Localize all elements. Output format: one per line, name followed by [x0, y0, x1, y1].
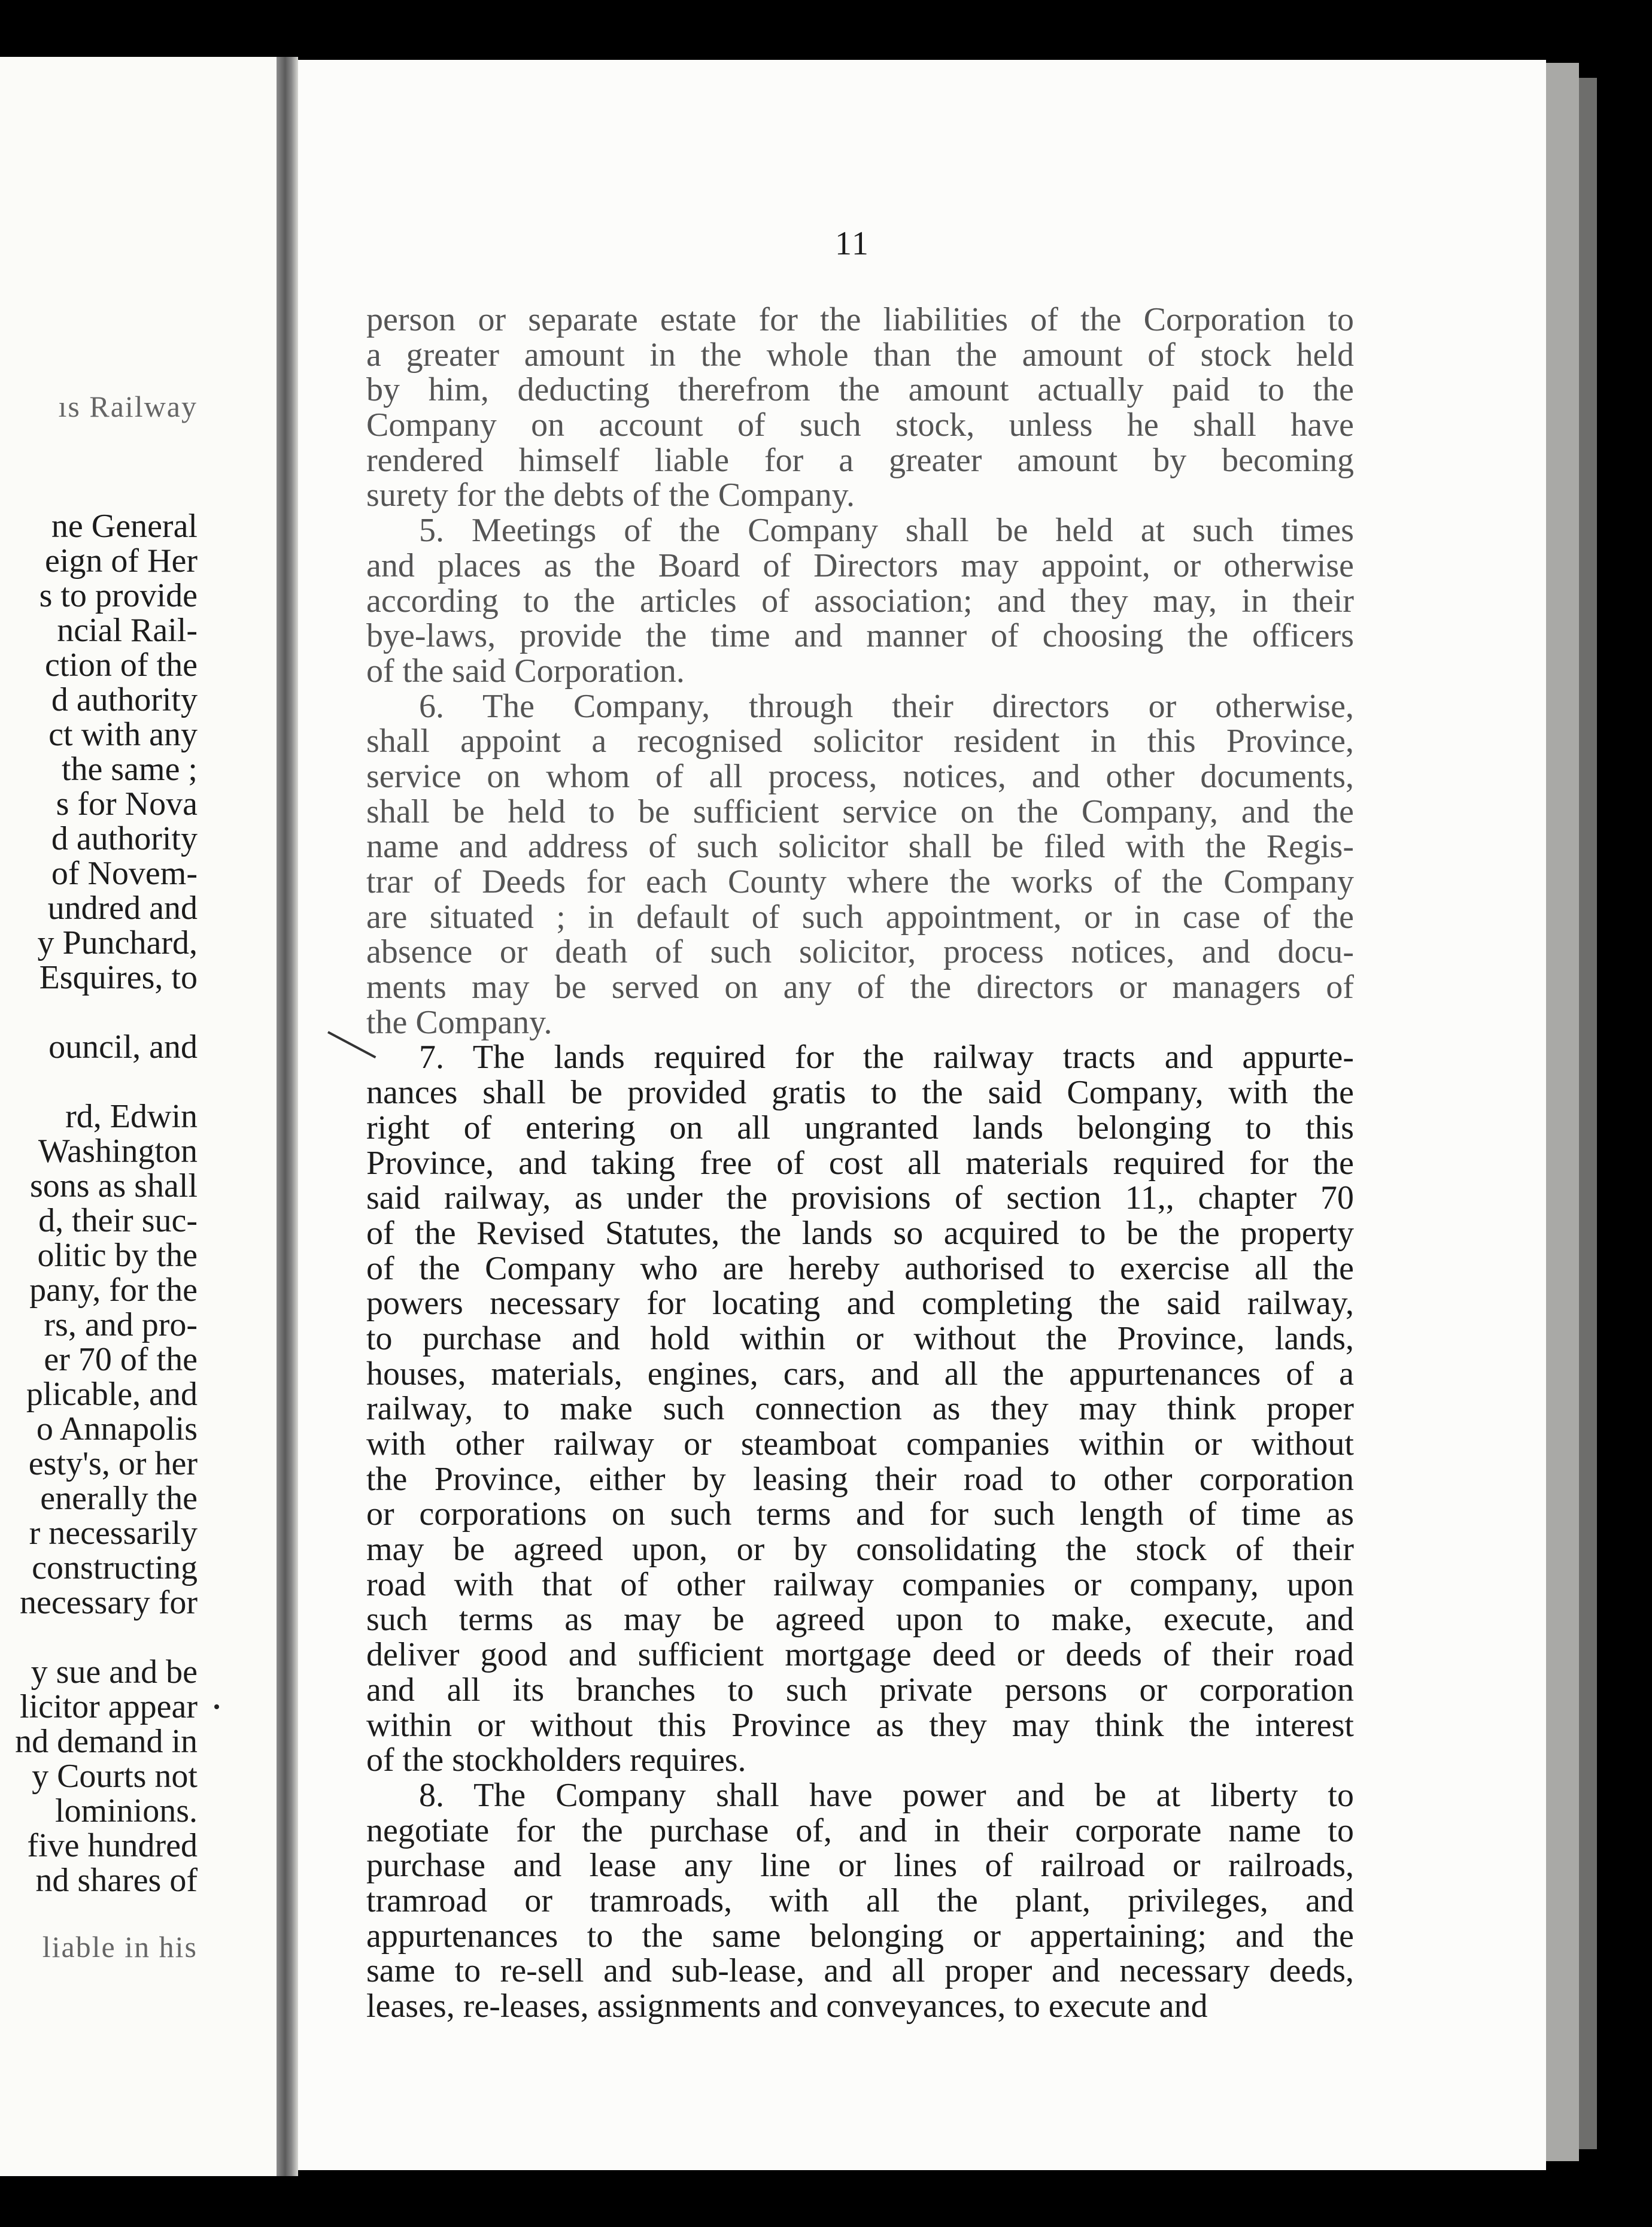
body-line: according to the articles of association; and they may, in their [366, 582, 1354, 620]
body-line: negotiate for the purchase of, and in their corporate name to [366, 1812, 1354, 1849]
body-line: of the Revised Statutes, the lands so acquired to be the property [366, 1214, 1354, 1252]
body-line: road with that of other railway companies or company, upon [366, 1565, 1354, 1603]
left-page-line: d, their suc- [38, 1202, 198, 1239]
body-line: leases, re-leases, assignments and conveyances, to execute and [366, 1988, 1208, 2025]
left-page-line: constructing [32, 1549, 198, 1586]
body-line: with other railway or steamboat companies within or without [366, 1425, 1354, 1463]
left-page-line: necessary for [20, 1584, 198, 1621]
body-line: houses, materials, engines, cars, and all the appurtenances of a [366, 1355, 1354, 1392]
body-line: bye-laws, provide the time and manner of choosing the officers [366, 617, 1354, 655]
left-page-line: y Punchard, [37, 924, 198, 961]
body-line: purchase and lease any line or lines of railroad or railroads, [366, 1847, 1354, 1885]
body-line: by him, deducting therefrom the amount actually paid to the [366, 371, 1354, 409]
left-page-line: Esquires, to [39, 959, 198, 996]
left-page-line: ouncil, and [48, 1028, 198, 1066]
body-line: service on whom of all process, notices, and other documents, [366, 757, 1354, 795]
left-page-line: lominions. [54, 1792, 198, 1829]
body-line: within or without this Province as they may think the interest [366, 1706, 1354, 1744]
left-page-line: o Annapolis [36, 1410, 198, 1448]
left-page-line: olitic by the [37, 1237, 198, 1274]
body-line: said railway, as under the provisions of section 11,, chapter 70 [366, 1179, 1354, 1217]
body-line: deliver good and sufficient mortgage deed or deeds of their road [366, 1636, 1354, 1674]
left-facing-page [0, 57, 277, 2176]
body-line: 7. The lands required for the railway tracts and appurte- [419, 1039, 1354, 1076]
body-line: may be agreed upon, or by consolidating the stock of their [366, 1531, 1354, 1568]
left-page-line: er 70 of the [44, 1341, 198, 1378]
left-page-line: pany, for the [29, 1272, 198, 1309]
left-page-line: ncial Rail- [57, 612, 198, 649]
body-line: a greater amount in the whole than the amount of stock held [366, 336, 1354, 374]
left-page-line: ıs Railway [58, 390, 198, 423]
body-line: the Company. [366, 1003, 552, 1041]
page-body-text [366, 302, 1354, 2024]
body-line: 8. The Company shall have power and be at liberty to [419, 1776, 1354, 1814]
body-line: tramroad or tramroads, with all the plant, privileges, and [366, 1882, 1354, 1919]
left-page-line: esty's, or her [28, 1445, 198, 1482]
body-line: name and address of such solicitor shall be filed with the Regis- [366, 828, 1354, 866]
body-line: surety for the debts of the Company. [366, 477, 855, 514]
left-page-line: Washington [38, 1133, 198, 1170]
body-line: the Province, either by leasing their road to other corporation [366, 1460, 1354, 1498]
left-page-line: ne General [51, 508, 198, 545]
body-line: to purchase and hold within or without the Province, lands, [366, 1319, 1354, 1357]
body-line: are situated ; in default of such appointment, or in case of the [366, 898, 1354, 936]
ink-dot [214, 1704, 219, 1709]
body-line: person or separate estate for the liabilities of the Corporation to [366, 301, 1354, 338]
left-page-line: r necessarily [29, 1515, 198, 1552]
body-line: ments may be served on any of the directors or managers of [366, 969, 1354, 1006]
body-line: such terms as may be agreed upon to make, execute, and [366, 1601, 1354, 1639]
body-line: rendered himself liable for a greater amount by becoming [366, 441, 1354, 479]
left-page-line: d authority [51, 820, 198, 857]
left-page-line: rd, Edwin [65, 1098, 198, 1135]
body-line: appurtenances to the same belonging or appertaining; and the [366, 1917, 1354, 1955]
body-line: 6. The Company, through their directors or otherwise, [419, 687, 1354, 725]
left-page-line: undred and [47, 890, 198, 927]
body-line: shall be held to be sufficient service on the Company, and the [366, 793, 1354, 830]
body-line: of the said Corporation. [366, 652, 685, 690]
left-page-line: y Courts not [32, 1758, 198, 1795]
left-page-line: nd demand in [15, 1723, 198, 1760]
left-page-line: five hundred [27, 1827, 198, 1864]
left-page-line: rs, and pro- [44, 1306, 198, 1343]
body-line: and places as the Board of Directors may appoint, or otherwise [366, 547, 1354, 584]
body-line: absence or death of such solicitor, process notices, and docu- [366, 933, 1354, 971]
left-page-line: sons as shall [30, 1167, 198, 1204]
page-edge-shadow [1579, 78, 1597, 2149]
left-page-line: eign of Her [44, 542, 198, 579]
body-line: right of entering on all ungranted lands belonging to this [366, 1109, 1354, 1146]
left-page-line: s for Nova [56, 785, 198, 823]
body-line: same to re-sell and sub-lease, and all proper and necessary deeds, [366, 1952, 1354, 1990]
body-line: 5. Meetings of the Company shall be held at such times [419, 512, 1354, 550]
left-page-line: plicable, and [26, 1376, 198, 1413]
left-page-line: ct with any [48, 716, 198, 753]
left-page-line: y sue and be [31, 1653, 198, 1691]
left-page-line: s to provide [39, 577, 198, 614]
body-line: of the stockholders requires. [366, 1741, 746, 1779]
left-page-line: enerally the [40, 1480, 198, 1517]
body-line: trar of Deeds for each County where the works of the Company [366, 863, 1354, 900]
body-line: or corporations on such terms and for such length of time as [366, 1495, 1354, 1533]
left-page-line: nd shares of [35, 1862, 198, 1899]
body-line: nances shall be provided gratis to the said Company, with the [366, 1074, 1354, 1112]
page-number: 11 [835, 225, 870, 262]
body-line: Province, and taking free of cost all materials required for the [366, 1144, 1354, 1182]
body-line: powers necessary for locating and completing the said railway, [366, 1285, 1354, 1322]
left-page-line: ction of the [44, 647, 198, 684]
body-line: of the Company who are hereby authorised to exercise all the [366, 1249, 1354, 1287]
book-gutter [277, 57, 298, 2176]
left-page-line: liable in his [42, 1930, 198, 1964]
left-page-line: the same ; [61, 751, 198, 788]
page-edge [1546, 63, 1579, 2161]
body-line: Company on account of such stock, unless he shall have [366, 406, 1354, 444]
left-page-line: licitor appear [20, 1688, 198, 1725]
body-line: shall appoint a recognised solicitor resident in this Province, [366, 723, 1354, 760]
body-line: and all its branches to such private persons or corporation [366, 1671, 1354, 1709]
left-page-line: d authority [51, 681, 198, 718]
left-page-line: of Novem- [51, 855, 198, 892]
body-line: railway, to make such connection as they may think proper [366, 1390, 1354, 1428]
